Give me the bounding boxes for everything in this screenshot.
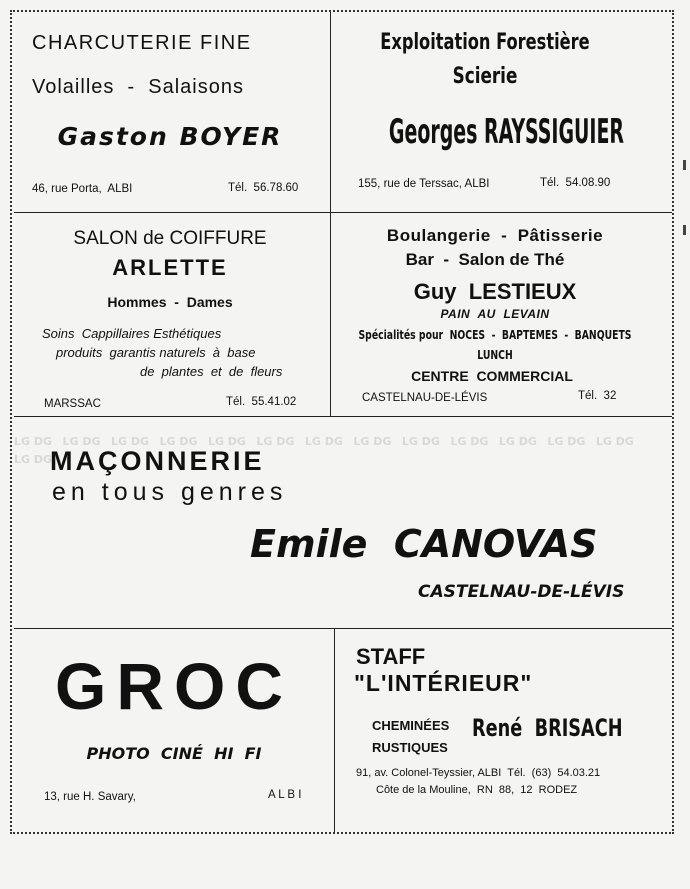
ad-address: MARSSAC (44, 398, 101, 410)
ad-services: PHOTO CINÉ HI FI (86, 744, 262, 763)
ad-subheading: Hommes - Dames (107, 294, 233, 310)
watermark: LG DG (256, 435, 295, 448)
ad-location: CENTRE COMMERCIAL (411, 368, 573, 384)
ad-speciality: RUSTIQUES (372, 740, 448, 755)
ad-heading: MAÇONNERIE (50, 446, 265, 476)
ad-speciality: CHEMINÉES (372, 718, 450, 733)
ad-name: GROC (55, 649, 293, 723)
ad-subheading: Bar - Salon de Thé (405, 250, 565, 269)
watermark: LG DG (450, 435, 489, 448)
watermark: LG DG (14, 435, 53, 448)
ad-address: Côte de la Mouline, RN 88, 12 RODEZ (376, 784, 578, 796)
ad-phone: Tél. 32 (578, 390, 617, 402)
ad-heading: SALON de COIFFURE (73, 228, 267, 249)
divider-row-1 (14, 212, 672, 213)
watermark: LG DG (547, 435, 586, 448)
ad-description: de plantes et de fleurs (140, 364, 283, 379)
watermark: LG DG (62, 435, 101, 448)
divider-row-3 (14, 628, 672, 629)
ad-address: 91, av. Colonel-Teyssier, ALBI Tél. (63) 54.03.21 (356, 767, 601, 779)
divider-row-2 (14, 416, 672, 417)
ad-name: Gaston BOYER (57, 122, 283, 151)
ad-description: produits garantis naturels à base (56, 345, 256, 360)
watermark: LG DG (14, 453, 53, 466)
ad-name: Guy LESTIEUX (413, 279, 577, 304)
watermark: LG DG (159, 435, 198, 448)
ad-lunch: LUNCH (477, 348, 513, 362)
watermark: LG DG (304, 435, 343, 448)
ad-city: A L B I (268, 789, 302, 801)
ad-specialities: Spécialités pour NOCES - BAPTEMES - BANQUETS (358, 328, 632, 342)
watermark: LG DG (110, 435, 149, 448)
watermark: LG DG (401, 435, 440, 448)
ad-place: CASTELNAU-DE-LÉVIS (418, 582, 625, 602)
watermark: LG DG (498, 435, 537, 448)
watermark: LG DG (353, 435, 392, 448)
watermark: LG DG (207, 435, 246, 448)
ad-name: ARLETTE (112, 255, 228, 280)
ad-heading: STAFF (356, 644, 426, 669)
ad-heading: CHARCUTERIE FINE (32, 32, 252, 54)
ad-address: 155, rue de Terssac, ALBI (358, 178, 490, 190)
ad-address: 13, rue H. Savary, (44, 791, 136, 803)
ad-person: René BRISACH (472, 714, 623, 742)
ad-description: Soins Cappillaires Esthétiques (42, 326, 222, 341)
divider-col-bottom (334, 628, 335, 832)
ad-subheading: Scierie (452, 64, 518, 89)
ad-address: CASTELNAU-DE-LÉVIS (362, 392, 488, 404)
ad-heading: Exploitation Forestière (380, 30, 590, 55)
ad-name: Emile CANOVAS (250, 522, 598, 566)
ad-phone: Tél. 54.08.90 (540, 177, 611, 189)
ad-name: Georges RAYSSIGUIER (388, 112, 625, 152)
ad-subheading: en tous genres (52, 478, 288, 506)
divider-col-top (330, 12, 331, 416)
ad-phone: Tél. 55.41.02 (226, 396, 297, 408)
page-edge-mark (683, 160, 686, 170)
watermark: LG DG (595, 435, 634, 448)
ad-heading: Boulangerie - Pâtisserie (386, 226, 604, 245)
ad-name: "L'INTÉRIEUR" (354, 670, 533, 696)
ad-address: 46, rue Porta, ALBI (32, 183, 133, 195)
page-edge-mark (683, 225, 686, 235)
ad-tagline: PAIN AU LEVAIN (440, 307, 550, 321)
ad-subheading: Volailles - Salaisons (32, 76, 244, 98)
ad-phone: Tél. 56.78.60 (228, 182, 299, 194)
